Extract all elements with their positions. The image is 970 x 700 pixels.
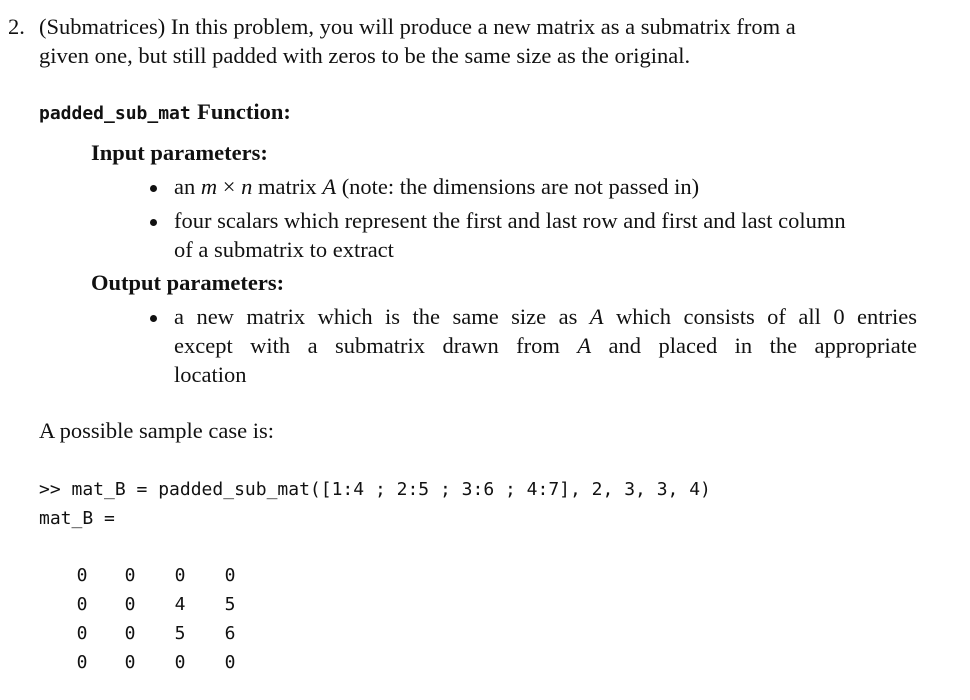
- math-times: ×: [217, 174, 242, 199]
- math-A: A: [589, 304, 604, 329]
- input-bullet-2-line2: of a submatrix to extract: [174, 237, 394, 262]
- text: and placed in the appropriate: [591, 333, 917, 358]
- result-label: mat_B =: [39, 508, 115, 529]
- problem-text-line1: (Submatrices) In this problem, you will produce a new matrix as a submatrix from a: [39, 14, 796, 39]
- input-heading: Input parameters:: [91, 140, 268, 165]
- matrix-cell: 0: [124, 623, 136, 644]
- text: matrix: [252, 174, 323, 199]
- output-heading: Output parameters:: [91, 270, 285, 295]
- bullet-icon: [150, 315, 157, 322]
- math-m: m: [200, 174, 218, 199]
- output-bullet-line3: location: [174, 362, 247, 387]
- sample-intro: A possible sample case is:: [39, 418, 274, 443]
- problem-number: 2.: [8, 14, 25, 39]
- bullet-icon: [150, 185, 157, 192]
- matrix-cell: 0: [174, 565, 186, 586]
- matrix-cell: 0: [124, 594, 136, 615]
- function-label: Function:: [197, 99, 291, 124]
- matrix-cell: 0: [124, 652, 136, 673]
- matrix-cell: 0: [76, 652, 88, 673]
- output-bullet-line1: [174, 306, 917, 329]
- input-bullet-1: [174, 176, 699, 199]
- matrix-cell: 0: [224, 652, 236, 673]
- text: an: [174, 174, 201, 199]
- matrix-cell: 5: [224, 594, 236, 615]
- math-n: n: [241, 174, 253, 199]
- matrix-cell: 6: [224, 623, 236, 644]
- matrix-cell: 0: [124, 565, 136, 586]
- text: except with a submatrix drawn from: [174, 333, 578, 358]
- matrix-cell: 0: [76, 594, 88, 615]
- sample-command: >> mat_B = padded_sub_mat([1:4 ; 2:5 ; 3:6 ; 4:7], 2, 3, 3, 4): [39, 479, 711, 500]
- matrix-cell: 0: [224, 565, 236, 586]
- math-A: A: [322, 174, 337, 199]
- matrix-cell: 4: [174, 594, 186, 615]
- problem-text-line2: given one, but still padded with zeros to be the same size as the original.: [39, 43, 691, 68]
- function-name: padded_sub_mat: [39, 103, 191, 124]
- matrix-cell: 5: [174, 623, 186, 644]
- matrix-cell: 0: [76, 623, 88, 644]
- text: (note: the dimensions are not passed in): [336, 174, 700, 199]
- matrix-cell: 0: [76, 565, 88, 586]
- input-bullet-2-line1: four scalars which represent the first and last row and first and last column: [174, 208, 846, 233]
- output-bullet-line2: [174, 335, 917, 358]
- math-A: A: [577, 333, 592, 358]
- text: which consists of all 0 entries: [603, 304, 918, 329]
- text: a new matrix which is the same size as: [174, 304, 590, 329]
- function-heading: [39, 101, 291, 124]
- bullet-icon: [150, 219, 157, 226]
- matrix-cell: 0: [174, 652, 186, 673]
